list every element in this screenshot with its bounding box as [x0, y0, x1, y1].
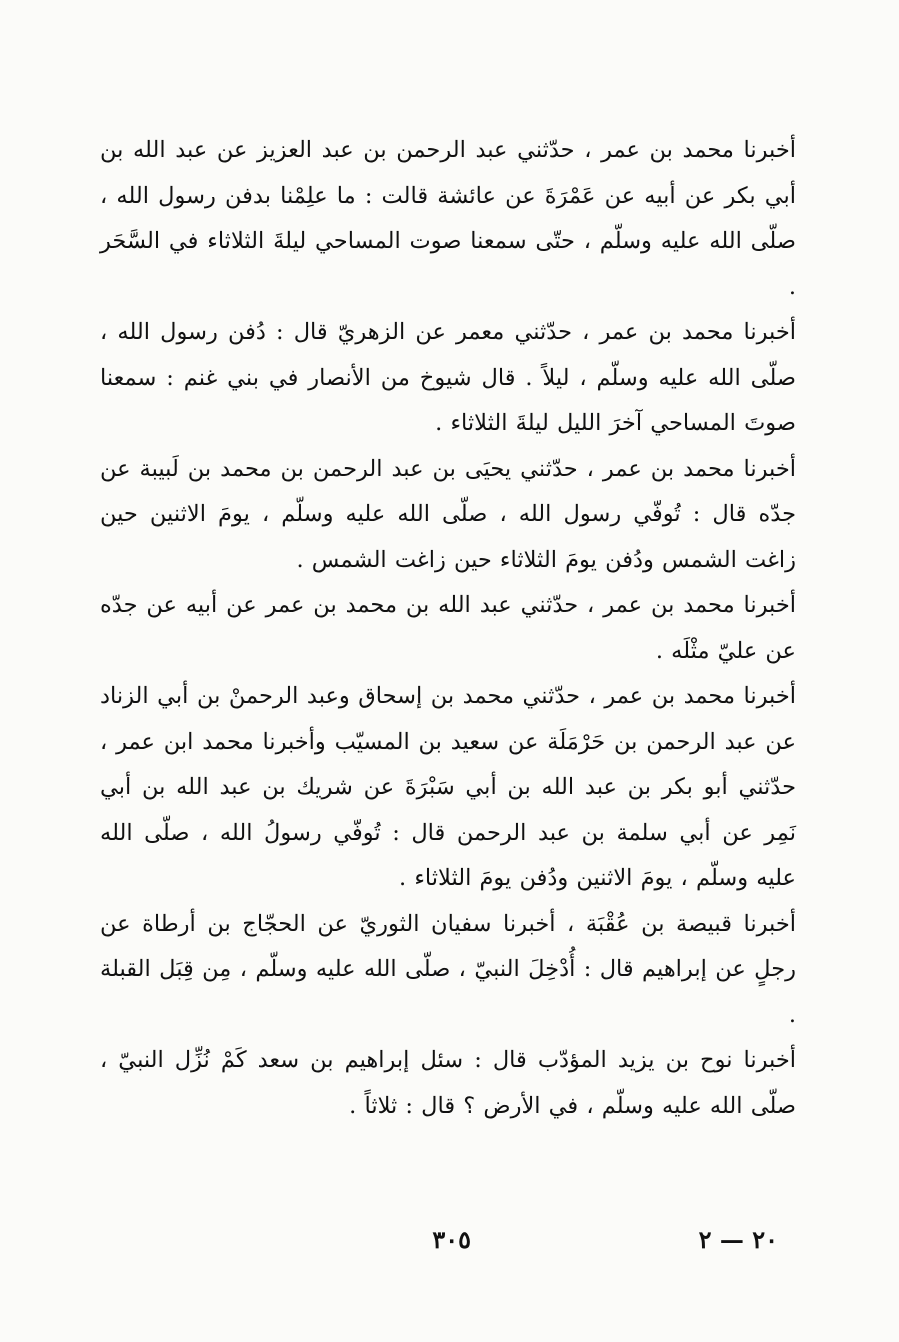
signature-mark: ٢٠ — ٢ [698, 1225, 778, 1254]
paragraph-7: أخبرنا نوح بن يزيد المؤدّب قال : سئل إبراهيم بن سعد كَمْ نُزِّل النبيّ ، صلّى الله عليه وسلّم ، في الأرض ؟ قال : ثلاثاً . [100, 1047, 796, 1119]
paragraph-5: أخبرنا محمد بن عمر ، حدّثني محمد بن إسحاق وعبد الرحمنْ بن أبي الزناد عن عبد الرحمن بن حَرْمَلَة عن سعيد بن المسيّب وأخبرنا محمد ابن عمر ، حدّثني أبو بكر بن عبد الله بن أبي سَبْرَةَ عن شريك بن عبد الله بن أبي نَمِر عن أبي سلمة بن عبد الرحمن قال : تُوفّي رسولُ الله ، صلّى الله عليه وسلّم ، يومَ الاثنين ودُفن يومَ الثلاثاء . [100, 683, 796, 891]
page-number: ٣٠٥ [432, 1225, 471, 1254]
paragraph-3: أخبرنا محمد بن عمر ، حدّثني يحيَى بن عبد الرحمن بن محمد بن لَبيبة عن جدّه قال : تُوفّي رسول الله ، صلّى الله عليه وسلّم ، يومَ الاثنين حين زاغت الشمس ودُفن يومَ الثلاثاء حين زاغت الشمس . [100, 455, 796, 573]
paragraph-2: أخبرنا محمد بن عمر ، حدّثني معمر عن الزهريّ قال : دُفن رسول الله ، صلّى الله عليه وسلّم ، ليلاً . قال شيوخ من الأنصار في بني غنم : سمعنا صوتَ المساحي آخرَ الليل ليلةَ الثلاثاء . [100, 319, 796, 436]
page-body [100, 128, 796, 1129]
paragraph-6: أخبرنا قبيصة بن عُقْبَة ، أخبرنا سفيان الثوريّ عن الحجّاج بن أرطاة عن رجلٍ عن إبراهيم قال : أُدْخِلَ النبيّ ، صلّى الله عليه وسلّم ، مِن قِبَل القبلة . [100, 910, 796, 1028]
page-footer [100, 1225, 796, 1265]
paragraph-4: أخبرنا محمد بن عمر ، حدّثني عبد الله بن محمد بن عمر عن أبيه عن جدّه عن عليّ مثْلَه . [100, 592, 796, 664]
paragraph-1: أخبرنا محمد بن عمر ، حدّثني عبد الرحمن بن عبد العزيز عن عبد الله بن أبي بكر عن أبيه عن عَمْرَةَ عن عائشة قالت : ما علِمْنا بدفن رسول الله ، صلّى الله عليه وسلّم ، حتّى سمعنا صوت المساحي ليلةَ الثلاثاء في السَّحَر . [100, 137, 796, 300]
